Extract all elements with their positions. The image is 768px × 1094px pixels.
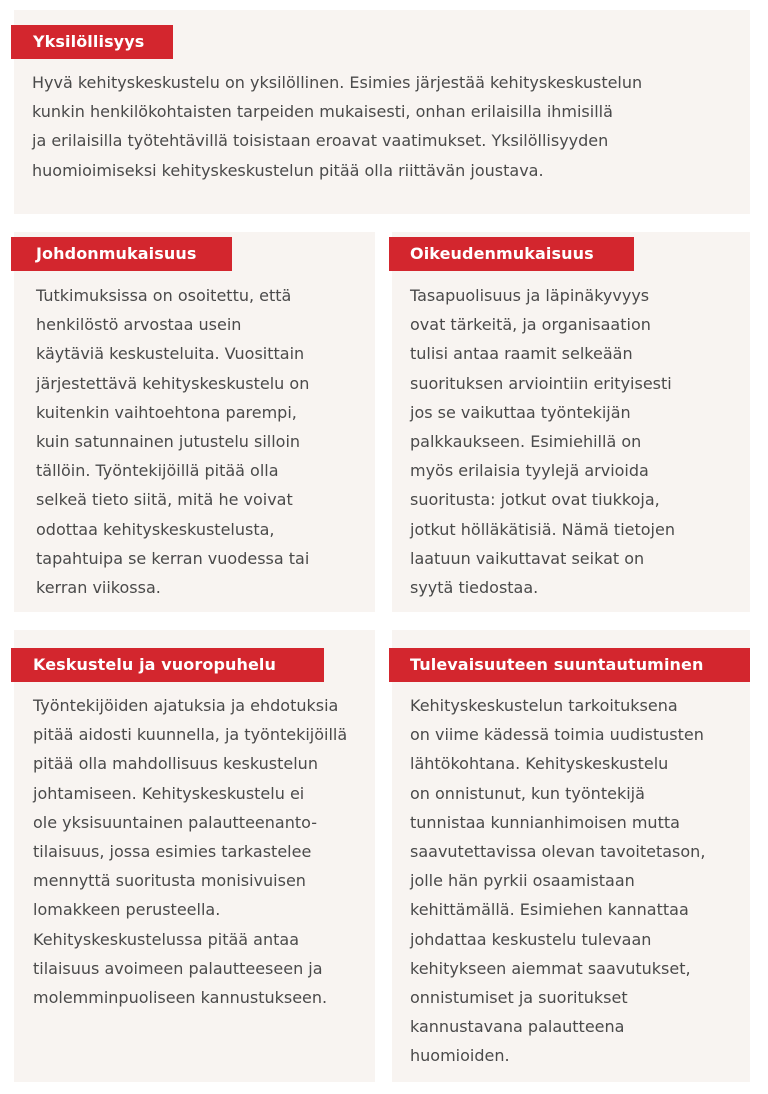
text-line: laatuun vaikuttavat seikat on bbox=[410, 548, 645, 568]
text-line: myös erilaisia tyylejä arvioida bbox=[410, 461, 649, 481]
text-line: huomioiden. bbox=[410, 1046, 510, 1066]
text-line: jolle hän pyrkii osaamistaan bbox=[410, 871, 635, 891]
text-line: järjestettävä kehityskeskustelu on bbox=[36, 373, 310, 393]
text-line: kuitenkin vaihtoehtona parempi, bbox=[36, 402, 297, 422]
text-line: Kehityskeskustelussa pitää antaa bbox=[33, 929, 299, 949]
text-line: odottaa kehityskeskustelusta, bbox=[36, 519, 275, 539]
text-line: lomakkeen perusteella. bbox=[33, 900, 221, 920]
text-line: johtamiseen. Kehityskeskustelu ei bbox=[33, 783, 305, 803]
text-line: pitää olla mahdollisuus keskustelun bbox=[33, 754, 318, 774]
text-line: syytä tiedostaa. bbox=[410, 578, 539, 598]
section-heading-johdonmukaisuus: Johdonmukaisuus bbox=[11, 237, 232, 271]
text-line: on onnistunut, kun työntekijä bbox=[410, 783, 645, 803]
text-line: tällöin. Työntekijöillä pitää olla bbox=[36, 461, 279, 481]
text-line: tulisi antaa raamit selkeään bbox=[410, 344, 633, 364]
section-body-tulevaisuus bbox=[410, 691, 705, 1071]
text-line: johdattaa keskustelu tulevaan bbox=[410, 929, 652, 949]
section-heading-yksilollisyys: Yksilöllisyys bbox=[11, 25, 173, 59]
text-line: Tutkimuksissa on osoitettu, että bbox=[36, 286, 292, 305]
text-line: kuin satunnainen jutustelu silloin bbox=[36, 432, 301, 452]
section-heading-oikeudenmukaisuus: Oikeudenmukaisuus bbox=[389, 237, 634, 271]
text-line: selkeä tieto siitä, mitä he voivat bbox=[36, 490, 293, 510]
section-body-keskustelu bbox=[33, 691, 347, 1012]
section-body-johdonmukaisuus bbox=[36, 281, 309, 602]
text-line: kannustavana palautteena bbox=[410, 1017, 625, 1037]
text-line: suorituksen arviointiin erityisesti bbox=[410, 373, 672, 393]
text-line: Hyvä kehityskeskustelu on yksilöllinen. Esimies järjestää kehityskeskustelun bbox=[32, 73, 643, 92]
text-line: suoritusta: jotkut ovat tiukkoja, bbox=[410, 490, 660, 510]
text-line: palkkaukseen. Esimiehillä on bbox=[410, 432, 642, 452]
text-line: huomioimiseksi kehityskeskustelun pitää olla riittävän joustava. bbox=[32, 160, 544, 180]
text-line: kehitykseen aiemmat saavutukset, bbox=[410, 958, 691, 978]
section-body-oikeudenmukaisuus bbox=[410, 281, 675, 602]
text-line: tilaisuus, jossa esimies tarkastelee bbox=[33, 842, 312, 862]
text-line: Työntekijöiden ajatuksia ja ehdotuksia bbox=[33, 696, 339, 715]
text-line: pitää aidosti kuunnella, ja työntekijöillä bbox=[33, 725, 348, 745]
text-line: henkilöstö arvostaa usein bbox=[36, 315, 242, 335]
text-line: on viime kädessä toimia uudistusten bbox=[410, 725, 704, 745]
text-line: molemminpuoliseen kannustukseen. bbox=[33, 988, 328, 1008]
text-line: tapahtuipa se kerran vuodessa tai bbox=[36, 548, 310, 568]
text-line: kunkin henkilökohtaisten tarpeiden mukaisesti, onhan erilaisilla ihmisillä bbox=[32, 102, 613, 122]
text-line: Kehityskeskustelun tarkoituksena bbox=[410, 696, 678, 715]
text-line: mennyttä suoritusta monisivuisen bbox=[33, 871, 306, 891]
text-line: tilaisuus avoimeen palautteeseen ja bbox=[33, 958, 323, 978]
section-heading-tulevaisuus: Tulevaisuuteen suuntautuminen bbox=[389, 648, 750, 682]
text-line: ovat tärkeitä, ja organisaation bbox=[410, 315, 651, 335]
text-line: onnistumiset ja suoritukset bbox=[410, 988, 628, 1008]
text-line: kehittämällä. Esimiehen kannattaa bbox=[410, 900, 689, 920]
section-heading-keskustelu: Keskustelu ja vuoropuhelu bbox=[11, 648, 324, 682]
text-line: lähtökohtana. Kehityskeskustelu bbox=[410, 754, 669, 774]
text-line: ole yksisuuntainen palautteenanto- bbox=[33, 812, 317, 832]
text-line: saavutettavissa olevan tavoitetason, bbox=[410, 842, 706, 862]
text-line: jotkut hölläkätisiä. Nämä tietojen bbox=[410, 519, 675, 539]
text-line: ja erilaisilla työtehtävillä toisistaan eroavat vaatimukset. Yksilöllisyyden bbox=[32, 131, 609, 151]
section-body-yksilollisyys bbox=[32, 68, 642, 185]
text-line: Tasapuolisuus ja läpinäkyvyys bbox=[410, 286, 650, 305]
text-line: jos se vaikuttaa työntekijän bbox=[410, 402, 631, 422]
text-line: käytäviä keskusteluita. Vuosittain bbox=[36, 344, 305, 364]
text-line: kerran viikossa. bbox=[36, 578, 161, 598]
text-line: tunnistaa kunnianhimoisen mutta bbox=[410, 812, 680, 832]
